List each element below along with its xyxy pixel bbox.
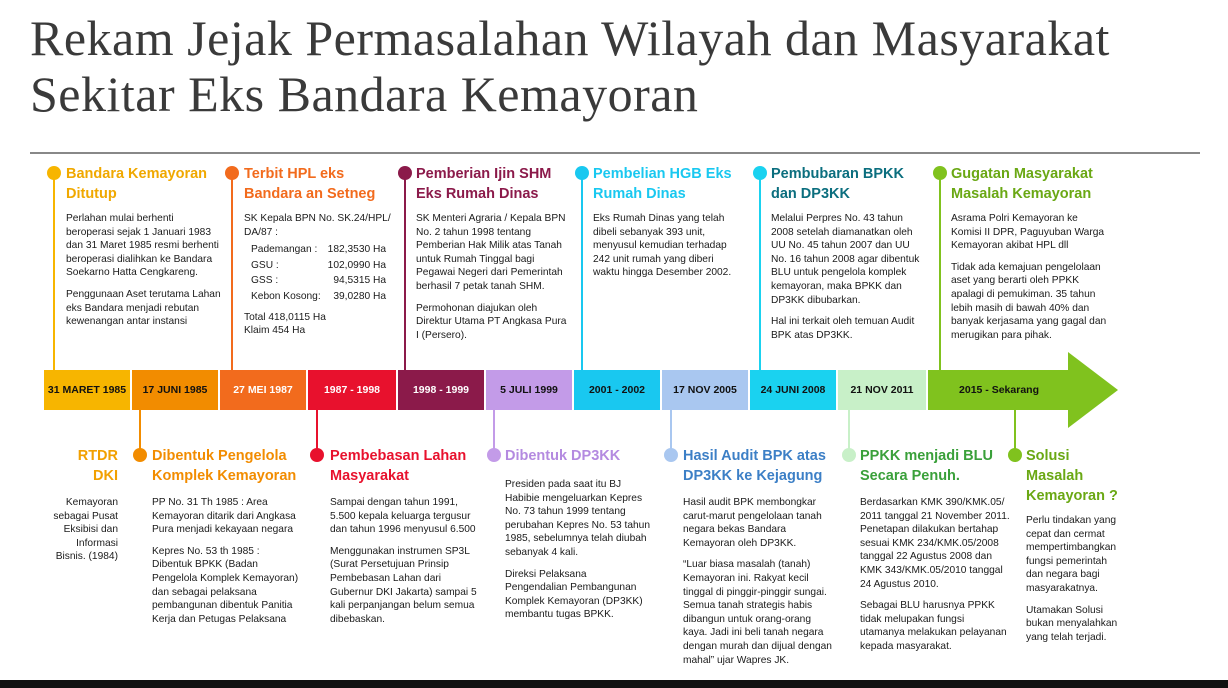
hpl-klaim: Klaim 454 Ha: [244, 325, 306, 337]
event-text: Presiden pada saat itu BJ Habibie mengeluarkan Kepres No. 73 tahun 1999 tentang perubahan Kepres No. 53 tahun 1985, sebelumnya telah diubah sebanyak 4 kali.: [505, 479, 650, 558]
event-text: Menggunakan instrumen SP3L (Surat Persetujuan Prinsip Pembebasan Lahan dari Gubernur DKI Jakarta) sampai 5 kali perpanjangan belum semua dibebaskan.: [330, 545, 477, 625]
event-text: Sampai dengan tahun 1991, 5.500 kepala keluarga tergusur dan tahun 1996 menyusul 6.500: [330, 497, 476, 536]
date-11: 2015 - Sekarang: [928, 370, 1070, 410]
date-7: 2001 - 2002: [574, 370, 660, 410]
hpl-value: 102,0990 Ha: [327, 259, 387, 271]
event-body: [244, 212, 394, 338]
hpl-label: GSS :: [251, 275, 279, 287]
event-stem: [231, 178, 233, 370]
event-stem: [581, 178, 583, 370]
page-title: Rekam Jejak Permasalahan Wilayah dan Masyarakat Sekitar Eks Bandara Kemayoran: [30, 10, 1110, 122]
event-dot: [133, 448, 147, 462]
event-text: Berdasarkan KMK 390/KMK.05/ 2011 tanggal 21 November 2011. Penetapan dilakukan bertahap sesuai KMK 234/KMK.05/2008 tanggal 22 Agustus 2008 dan KMK 343/KMK.05/2010 tanggal 24 Agustus 2010.: [860, 497, 1010, 590]
event-body: [505, 478, 651, 630]
event-stem: [939, 178, 941, 370]
event-heading: Dibentuk DP3KK: [505, 448, 621, 464]
event-heading: PPKK menjadi BLU Secara Penuh.: [860, 448, 993, 484]
event-text: Utamakan Solusi bukan menyalahkan yang telah terjadi.: [1026, 604, 1118, 643]
title-divider: [30, 152, 1200, 154]
timeline-arrowhead: [1068, 352, 1118, 428]
event-body: [771, 212, 923, 350]
hpl-total: Total 418,0115 Ha: [244, 311, 326, 323]
event-heading: Pembubaran BPKK dan DP3KK: [771, 166, 904, 202]
event-heading: Pembelian HGB Eks Rumah Dinas: [593, 166, 732, 202]
event-body: [860, 496, 1010, 662]
event-body: [152, 496, 302, 634]
hpl-label: GSU :: [251, 259, 279, 271]
event-heading: RTDR DKI: [77, 448, 118, 484]
event-dot: [310, 448, 324, 462]
hpl-label: Kebon Kosong:: [251, 290, 321, 302]
event-heading: Gugatan Masyarakat Masalah Kemayoran: [951, 166, 1093, 202]
event-stem: [404, 178, 406, 370]
hpl-table: [250, 242, 387, 304]
event-text: Perlu tindakan yang cepat dan cermat mempertimbangkan fungsi pemerintah dan negara bagi masyarakatnya.: [1026, 515, 1117, 594]
event-heading: Pemberian Ijin SHM Eks Rumah Dinas: [416, 166, 552, 202]
event-text: Melalui Perpres No. 43 tahun 2008 setelah diamanatkan oleh UU No. 45 tahun 2007 dan UU No. 16 tahun 2008 agar dibentuk BLU untuk pengelola komplek kemayoran, maka BPKK dan DP3KK dibubarkan.: [771, 213, 920, 306]
event-stem: [759, 178, 761, 370]
event-text: Permohonan diajukan oleh Direktur Utama PT Angkasa Pura I (Persero).: [416, 302, 567, 341]
event-text: Sebagai BLU harusnya PPKK tidak melupakan fungsi utamanya melakukan pelayanan kepada masyarakat.: [860, 600, 1007, 652]
event-body: [48, 496, 118, 572]
date-4: 1987 - 1998: [308, 370, 396, 410]
event-text: Tidak ada kemajuan pengelolaan aset yang berarti oleh PPKK apalagi di pemukiman. 35 tahun lebih masih di bawah 40% dan banyak kerjasama yang gagal dan merugikan para pihak.: [951, 261, 1107, 341]
event-stem: [53, 178, 55, 370]
date-8: 17 NOV 2005: [662, 370, 748, 410]
event-text: Hal ini terkait oleh temuan Audit BPK atas DP3KK.: [771, 316, 915, 341]
event-text: Hasil audit BPK membongkar carut-marut pengelolaan tanah negara bekas Bandara Kemayoran oleh DP3KK.: [683, 497, 822, 549]
date-10: 21 NOV 2011: [838, 370, 926, 410]
event-body: [330, 496, 478, 634]
event-body: [683, 496, 835, 675]
event-heading: Pembebasan Lahan Masyarakat: [330, 448, 467, 484]
hpl-label: Pademangan :: [251, 244, 318, 256]
date-1: 31 MARET 1985: [44, 370, 130, 410]
date-6: 5 JULI 1999: [486, 370, 572, 410]
event-heading: Hasil Audit BPK atas DP3KK ke Kejagung: [683, 448, 826, 484]
event-text: PP No. 31 Th 1985 : Area Kemayoran ditarik dari Angkasa Pura menjadi kekayaan negara: [152, 497, 296, 536]
event-text: SK Kepala BPN No. SK.24/HPL/ DA/87 :: [244, 213, 391, 238]
event-body: [593, 212, 735, 288]
date-3: 27 MEI 1987: [220, 370, 306, 410]
hpl-value: 39,0280 Ha: [333, 290, 387, 302]
hpl-value: 94,5315 Ha: [333, 275, 387, 287]
event-heading: Bandara Kemayoran Ditutup: [66, 166, 208, 202]
event-text: SK Menteri Agraria / Kepala BPN No. 2 tahun 1998 tentang Pemberian Hak Milik atas Tanah untuk Rumah Tinggal bagi Pegawai Negeri dari Pemerintah berhasil 7 petak tanah SHM.: [416, 213, 566, 292]
event-text: Asrama Polri Kemayoran ke Komisi II DPR, Paguyuban Warga Kemayoran akibat HPL dll: [951, 213, 1105, 252]
event-heading: Dibentuk Pengelola Komplek Kemayoran: [152, 448, 297, 484]
event-heading: Terbit HPL eks Bandara an Setneg: [244, 166, 376, 202]
event-body: [66, 212, 222, 337]
date-5: 1998 - 1999: [398, 370, 484, 410]
hpl-value: 182,3530 Ha: [327, 244, 387, 256]
event-dot: [842, 448, 856, 462]
event-dot: [487, 448, 501, 462]
event-text: Penggunaan Aset terutama Lahan eks Bandara menjadi rebutan kewenangan antar instansi: [66, 288, 221, 328]
event-body: [951, 212, 1107, 350]
event-dot: [664, 448, 678, 462]
event-heading: Solusi Masalah Kemayoran ?: [1026, 448, 1118, 504]
date-9: 24 JUNI 2008: [750, 370, 836, 410]
event-text: Kepres No. 53 th 1985 : Dibentuk BPKK (Badan Pengelola Komplek Kemayoran) dan sebagai pelaksana pembangunan dibentuk Panitia Kerja dan Petugas Pelaksana: [152, 545, 299, 625]
event-text: Direksi Pelaksana Pengendalian Pembangunan Komplek Kemayoran (DP3KK) membantu tugas BPKK.: [505, 568, 643, 621]
bottom-bar: [0, 680, 1228, 688]
event-text: Perlahan mulai berhenti beroperasi sejak 1 Januari 1983 dan 31 Maret 1985 resmi berhenti beroperasi dialihkan ke Bandara Soekarno Hatta Cengkareng.: [66, 213, 219, 279]
date-2: 17 JUNI 1985: [132, 370, 218, 410]
event-text: Kemayoran sebagai Pusat Eksibisi dan Informasi Bisnis. (1984): [53, 497, 118, 563]
event-dot: [1008, 448, 1022, 462]
event-body: [1026, 514, 1122, 652]
event-body: [416, 212, 572, 350]
event-text: “Luar biasa masalah (tanah) Kemayoran ini. Rakyat kecil tinggal di pinggir-pinggir sungai. Semua tanah strategis habis dibangun untuk orang-orang kaya. Jadi ini beli tanah negara dengan murah dan dijual dengan mahal” ujar Wapres JK.: [683, 559, 832, 666]
event-text: Eks Rumah Dinas yang telah dibeli sebanyak 393 unit, menyusul kemudian terhadap 242 unit rumah yang diberi waktu hingga Desember 2002.: [593, 213, 732, 279]
